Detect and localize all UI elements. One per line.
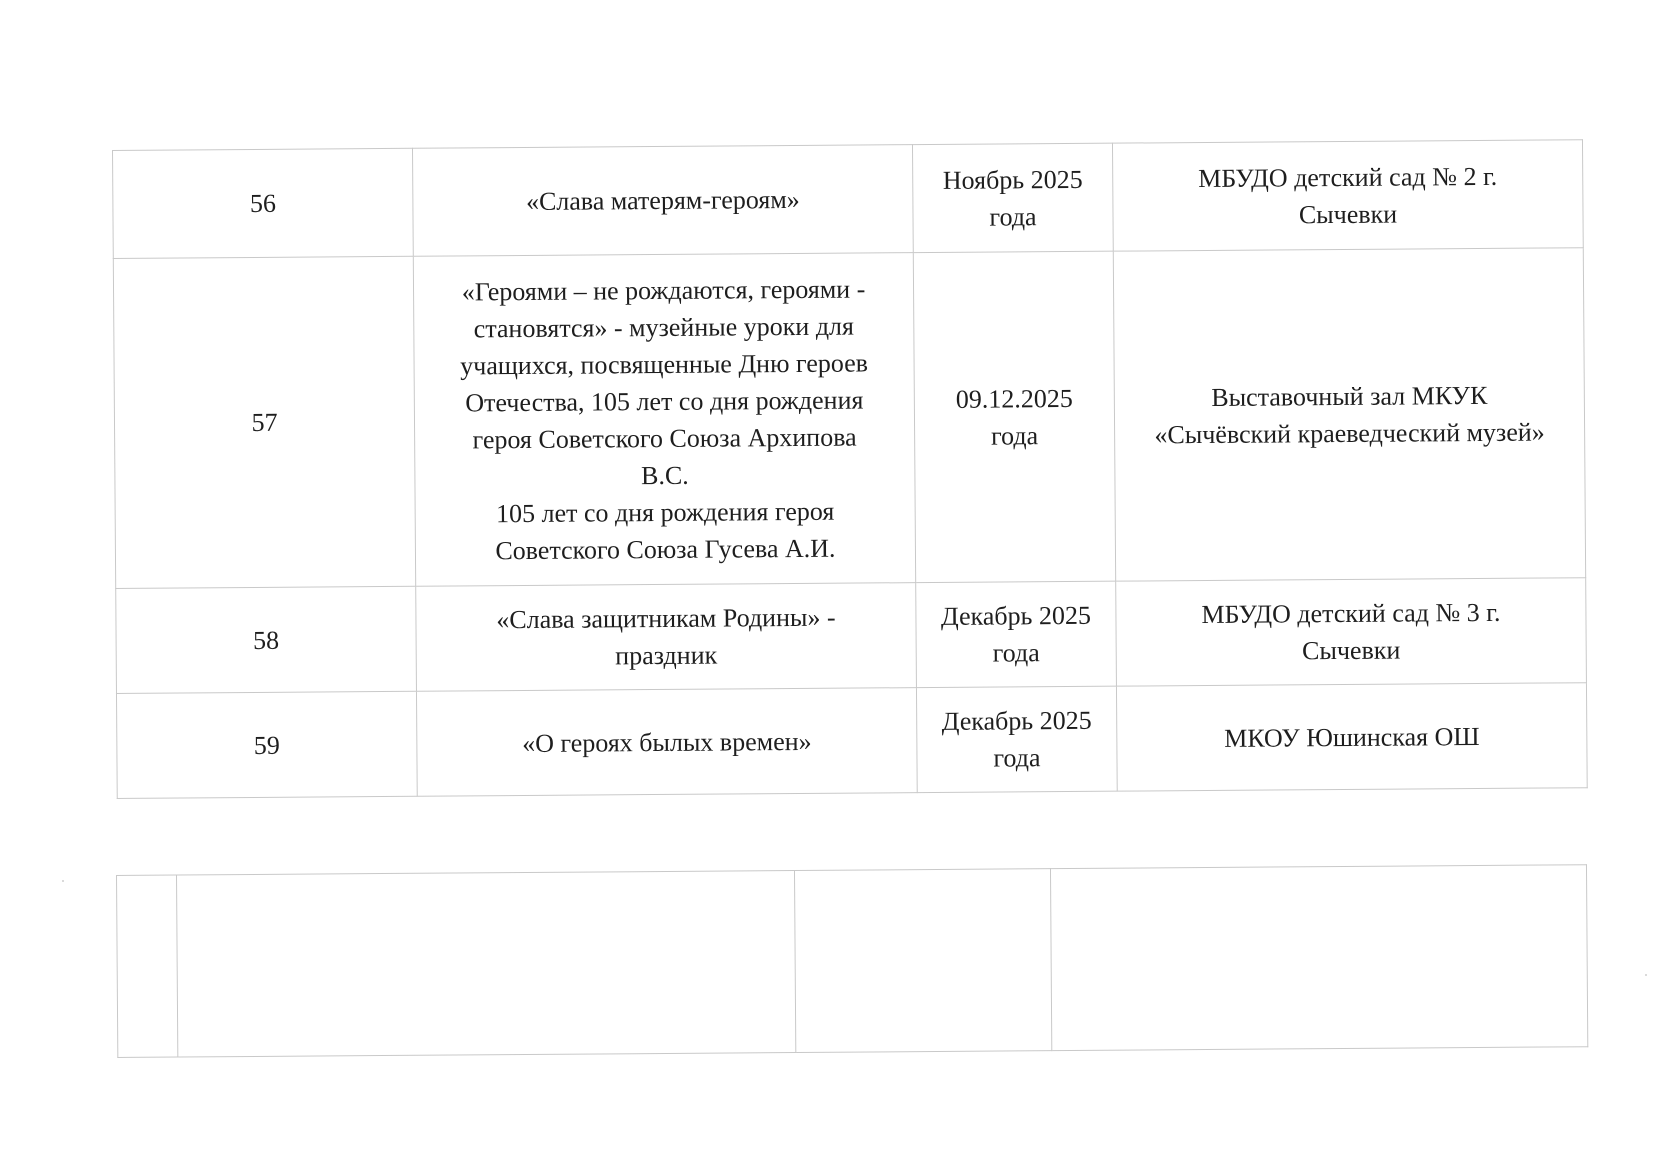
event-date: 09.12.2025 года (913, 251, 1115, 582)
table-row (116, 578, 1587, 694)
empty-table-row (117, 865, 1588, 1058)
empty-cell (117, 875, 178, 1057)
row-number: 58 (116, 586, 417, 693)
table-row (116, 683, 1587, 799)
row-number: 56 (113, 148, 414, 258)
scan-speck (62, 880, 64, 882)
table-row (113, 140, 1584, 259)
empty-cell (177, 871, 796, 1058)
event-place: МБУДО детский сад № 3 г. Сычевки (1116, 578, 1587, 686)
empty-cell (794, 869, 1051, 1053)
event-date: Декабрь 2025 года (916, 581, 1117, 687)
row-number: 57 (113, 256, 415, 588)
event-title: «Слава защитникам Родины» - праздник (416, 583, 917, 692)
event-place: Выставочный зал МКУК «Сычёвский краеведческий музей» (1113, 248, 1585, 581)
table-row (113, 248, 1585, 589)
events-table (112, 139, 1588, 799)
empty-cell (1050, 865, 1587, 1051)
empty-table (116, 864, 1588, 1058)
row-number: 59 (116, 691, 417, 798)
event-date: Ноябрь 2025 года (912, 143, 1113, 252)
event-title: «Героями – не рождаются, героями - становятся» - музейные уроки для учащихся, посвященные Дню героев Отечества, 105 лет со дня рождения героя Советского Союза Архипова В.С. 105 лет со дня рождения героя Советского Союза Гусева А.И. (413, 253, 915, 587)
event-place: МБУДО детский сад № 2 г. Сычевки (1112, 140, 1583, 251)
event-place: МКОУ Юшинская ОШ (1116, 683, 1587, 791)
event-title: «О героях былых времен» (416, 688, 917, 797)
scan-speck (1645, 974, 1647, 976)
event-title: «Слава матерям-героям» (412, 145, 913, 257)
event-date: Декабрь 2025 года (916, 686, 1117, 792)
